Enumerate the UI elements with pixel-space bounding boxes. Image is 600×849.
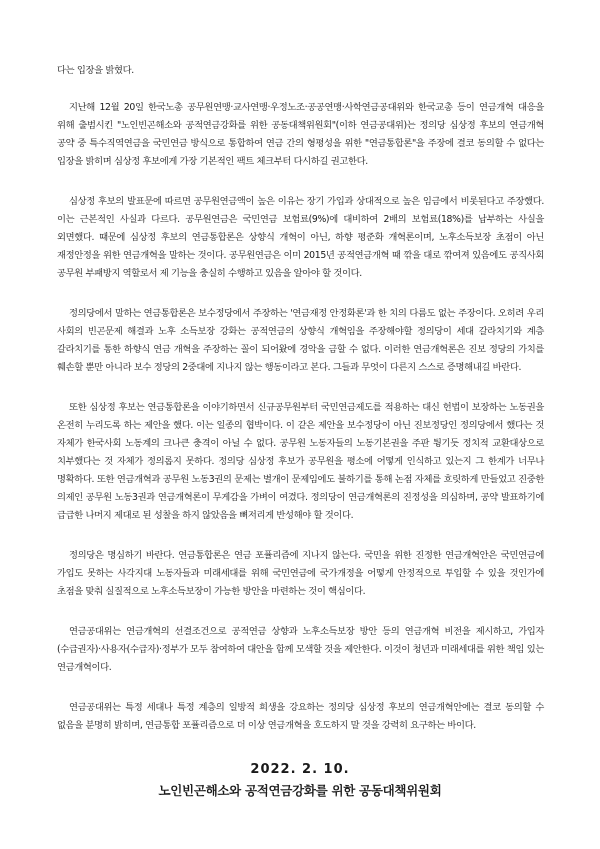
paragraph-2: 지난해 12월 20일 한국노총 공무원연맹·교사연맹·우정노조·공공연맹·사학연금공대위와 한국교총 등이 연금개혁 대응을 위해 출범시킨 "노인빈곤해소와 공적연금강화를 위한 공동대책위원회"(이하 연금공대위)는 정의당 심상정 후보의 연금개혁 공약 중 특수직역연금을 국민연금 방식으로 통합하여 연금 간의 형평성을 위한 "연금통합론"을 주장에 결코 동의할 수 없다는 입장을 밝히며 심상정 후보에게 가장 기본적인 팩트 체크부터 다시하길 권고한다. xyxy=(57,102,544,167)
paragraph-3: 심상정 후보의 발표문에 따르면 공무원연금액이 높은 이유는 장기 가입과 상대적으로 높은 임금에서 비롯된다고 주장했다. 이는 근본적인 사실과 다르다. 공무원연금은 국민연금 보험료(9%)에 대비하여 2배의 보험료(18%)를 납부하는 사실을 외면했다. 때문에 심상정 후보의 연금통합론은 상향식 개혁이 아닌, 하향 평준화 개혁론이며, 노후소득보장 초점이 아닌 재정안정을 위한 연금개혁을 말하는 것이다. 공무원연금은 이미 2015년 공적연금개혁 때 깎을 대로 깎여져 있음에도 공직사회 공무원 부패방지 역할로서 제 기능을 충실히 수행하고 있음을 알아야 할 것이다. xyxy=(57,196,544,279)
paragraph-4: 정의당에서 말하는 연금통합론은 보수정당에서 주장하는 '연금재정 안정화론'과 한 치의 다름도 없는 주장이다. 오히려 우리 사회의 빈곤문제 해결과 노후 소득보장 강화는 공적연금의 상향식 개혁임을 주장해야할 정의당이 세대 갈라치기와 계층 갈라치기를 통한 하향식 연금 개혁을 주장하는 꼴이 되어왔에 경악을 금할 수 없다. 이러한 연금개혁론은 진보 정당의 가치를 훼손할 뿐만 아니라 보수 정당의 2중대에 지나지 않는 행동이라고 본다. 그들과 무엇이 다른지 스스로 증명해내길 바란다. xyxy=(57,308,544,373)
paragraph-6: 정의당은 명심하기 바란다. 연금통합론은 연금 포퓰리즘에 지나지 않는다. 국민을 위한 진정한 연금개혁안은 국민연금에 가입도 못하는 사각지대 노동자들과 미래세대를 위해 국민연금에 국가개정을 어떻게 안정적으로 투입할 수 있을 것인가에 초점을 맞춰 실질적으로 노후소득보장이 가능한 방안을 마련하는 것이 핵심이다. xyxy=(57,550,544,597)
organization-name: 노인빈곤해소와 공적연금강화를 위한 공동대책위원회 xyxy=(158,783,442,798)
document-body xyxy=(57,62,544,757)
paragraph-8: 연금공대위는 특정 세대나 특정 계층의 일방적 희생을 강요하는 정의당 심상정 후보의 연금개혁안에는 결코 동의할 수 없음을 분명히 밝히며, 연금통합 포퓰리즘으로 더 이상 연금개혁을 호도하지 말 것을 강력히 요구하는 바이다. xyxy=(57,702,544,731)
paragraph-7: 연금공대위는 연금개혁의 선결조건으로 공적연금 상향과 노후소득보장 방안 등의 연금개혁 비전을 제시하고, 가입자(수급권자)·사용자(수급자)·정부가 모두 참여하여 대안을 함께 모색할 것을 제안한다. 이것이 청년과 미래세대를 위한 책임 있는 연금개혁이다. xyxy=(57,626,544,673)
paragraph-1: 다는 입장을 밝혔다. xyxy=(57,65,134,76)
paragraph-5: 또한 심상정 후보는 연금통합론을 이야기하면서 신규공무원부터 국민연금제도를 적용하는 대신 헌법이 보장하는 노동권을 온전히 누리도록 하는 제안을 했다. 이는 일종의 협박이다. 이 같은 제안을 보수정당이 아닌 진보정당인 정의당에서 했다는 것 자체가 한국사회 노동계의 크나큰 충격이 아닐 수 없다. 공무원 노동자들의 노동기본권을 주판 튕기듯 정치적 교환대상으로 치부했다는 것 자체가 정의롭지 못하다. 정의당 심상정 후보가 공무원을 평소에 어떻게 인식하고 있는지 그 한계가 너무나 명확하다. 또한 연금개혁과 공무원 노동3권의 문제는 별개이 문제임에도 불하기를 통해 논점 자체를 흐릿하게 만들었고 진중한 의제인 공무원 노동3권과 연금개혁론이 무게감을 가벼이 여겼다. 정의당이 연금개혁론의 진정성을 의심하며, 공약 발표하기에 급급한 나머지 제대로 된 성찰을 하지 않았음을 뼈저리게 반성해야 할 것이다. xyxy=(57,402,544,521)
document-date: 2022. 2. 10. xyxy=(250,762,350,777)
